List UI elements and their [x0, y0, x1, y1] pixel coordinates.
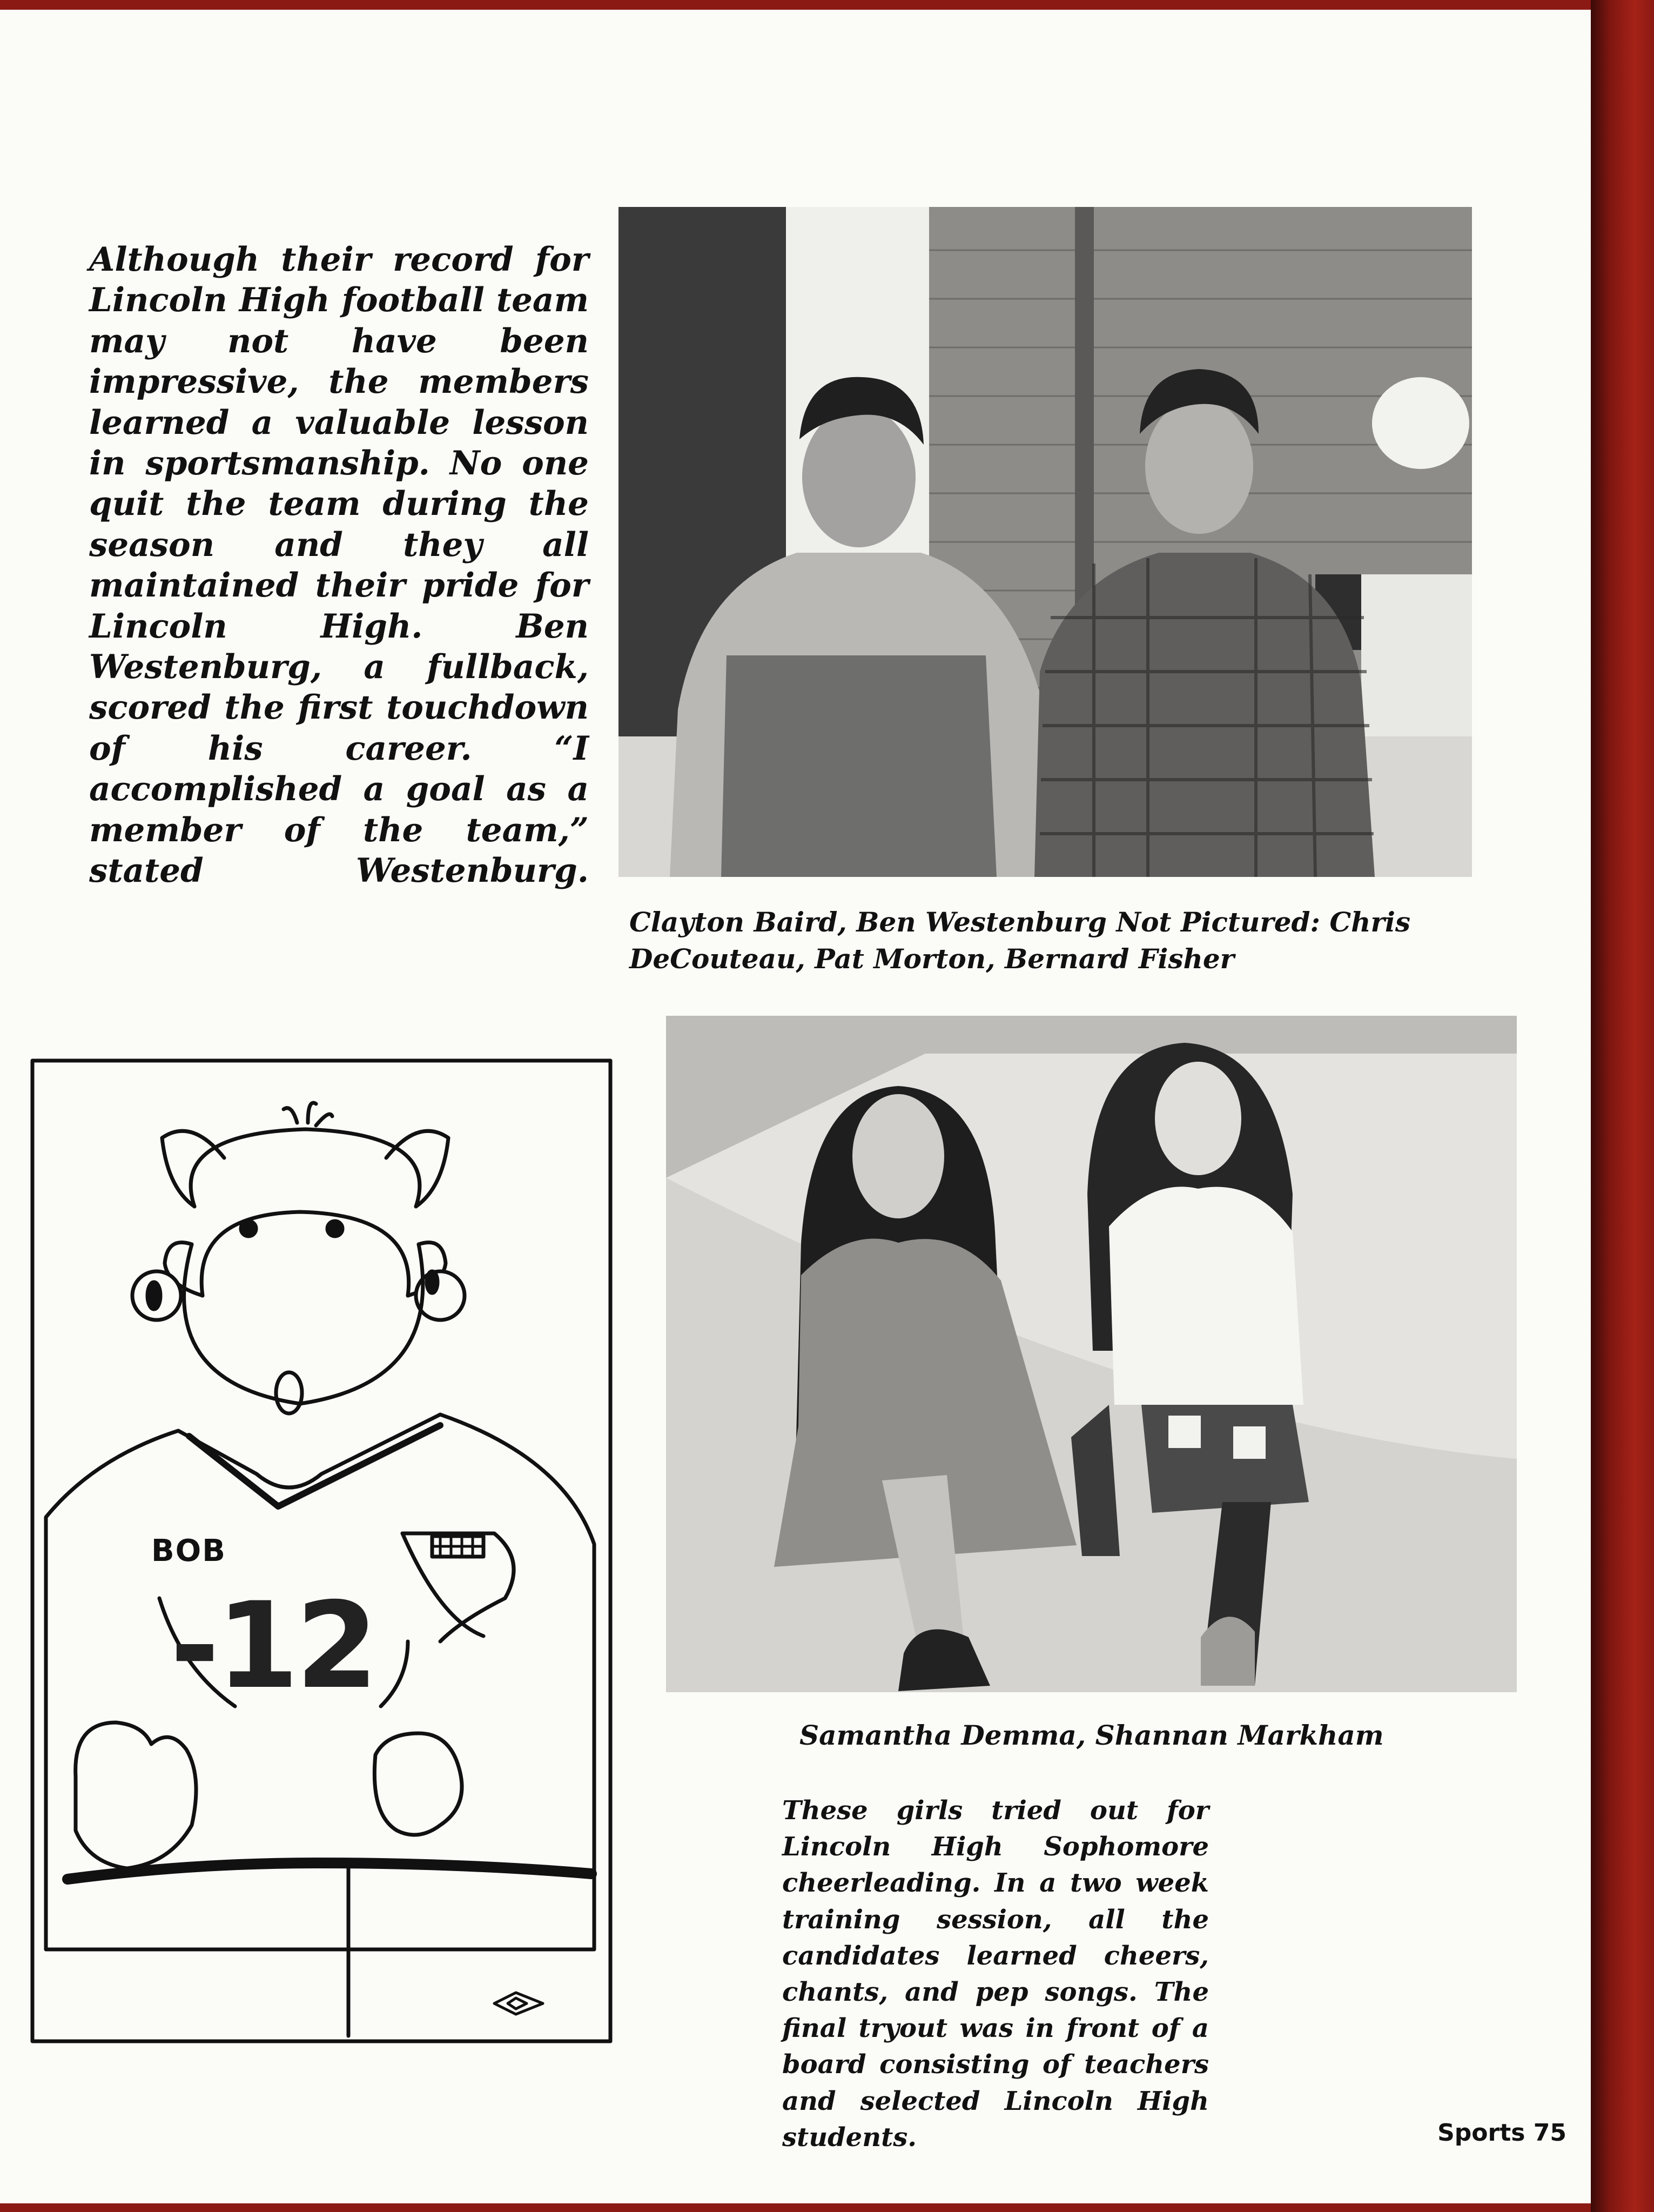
football-players-photo: [618, 207, 1472, 877]
cheerleaders-photo: [666, 1016, 1517, 1692]
book-cover-edge: [1591, 0, 1654, 2212]
mascot-jersey-number: -12: [170, 1577, 375, 1715]
yearbook-page: [0, 10, 1591, 2203]
cheerleading-paragraph: These girls tried out for Lincoln High Sophomore cheerleading. In a two week training session, all the candidates learned cheers, chants, and pep songs. The final tryout was in front of a board consisting of teachers and selected Lincoln High students.: [782, 1795, 1209, 2153]
mascot-jersey-name: BOB: [151, 1533, 226, 1568]
page-folio: Sports 75: [1437, 2119, 1566, 2147]
football-paragraph: Although their record for Lincoln High football team may not have been impressive, the members learned a valuable lesson in sportsmanship. No one quit the team during the season and they all maintained their pride for Lincoln High. Ben Westenburg, a fullback, scored the first touchdown of his career. “I accomplished a goal as a member of the team,” stated Westenburg.: [89, 240, 589, 890]
cheer-photo-caption: Samantha Demma, Shannan Markham: [799, 1719, 1384, 1751]
football-photo-caption: Clayton Baird, Ben Westenburg Not Pictured: Chris DeCouteau, Pat Morton, Bernard Fisher: [629, 906, 1411, 975]
mascot-drawing: [30, 1058, 613, 2044]
